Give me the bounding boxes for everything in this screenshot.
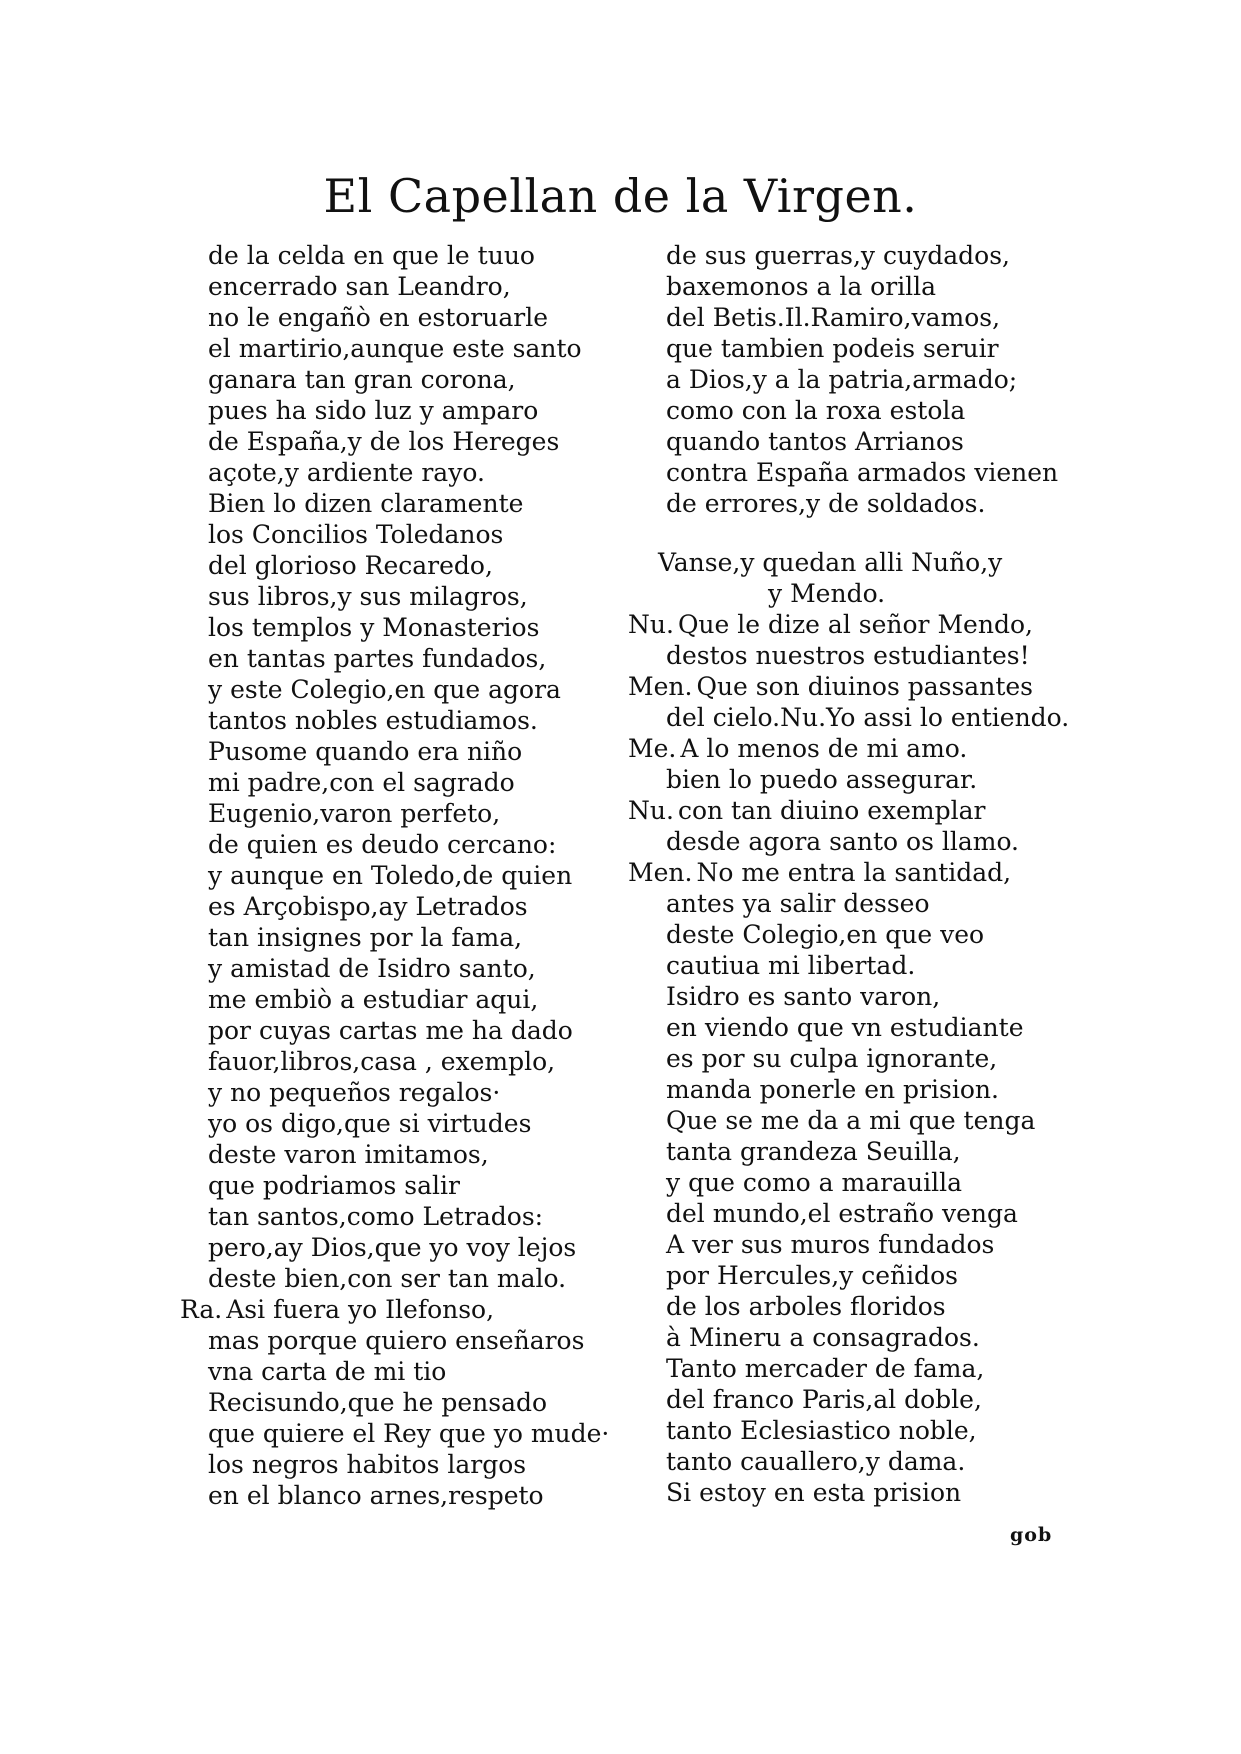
verse-text: desde agora santo os llamo. [666,827,1020,856]
verse-line [628,1353,1068,1384]
verse-text: los negros habitos largos [208,1450,527,1479]
verse-line [180,1046,640,1077]
verse-line [180,302,640,333]
verse-text: por cuyas cartas me ha dado [208,1016,573,1045]
catchword: gob [1010,1524,1053,1546]
verse-line [180,891,640,922]
verse-text: y que como a marauilla [666,1168,962,1197]
verse-line: del Betis.Il.Ramiro,vamos, [666,303,1001,332]
verse-line [628,1291,1068,1322]
verse-line [180,1170,640,1201]
verse-line [180,1356,640,1387]
verse-line [628,671,1068,702]
stage-direction: Vanse,y quedan alli Nuño,y [658,548,1003,577]
verse-line [180,271,640,302]
verse-line [628,1167,1068,1198]
verse-line [180,333,640,364]
verse-line [180,767,640,798]
verse-text: de España,y de los Hereges [208,427,560,456]
verse-line [180,984,640,1015]
verse-line [628,764,1068,795]
verse-line [180,488,640,519]
verse-line: a Dios,y a la patria,armado; [666,365,1018,394]
verse-text: sus libros,y sus milagros, [208,582,528,611]
verse-text: Recisundo,que he pensado [208,1388,548,1417]
verse-text: deste varon imitamos, [208,1140,489,1169]
verse-text: en tantas partes fundados, [208,644,547,673]
verse-text: à Mineru a consagrados. [666,1323,980,1352]
verse-line [628,888,1068,919]
left-column [180,240,640,1511]
verse-text: destos nuestros estudiantes! [666,641,1030,670]
verse-text: tanta grandeza Seuilla, [666,1137,961,1166]
verse-line [180,1108,640,1139]
speaker-label: Ra. [180,1295,223,1324]
verse-line [180,736,640,767]
verse-line [628,640,1068,671]
verse-text: por Hercules,y ceñidos [666,1261,959,1290]
verse-text: Eugenio,varon perfeto, [208,799,501,828]
verse-text: de los arboles floridos [666,1292,946,1321]
verse-line [180,1449,640,1480]
verse-line [628,1136,1068,1167]
verse-text: Que le dize al señor Mendo, [677,610,1033,639]
verse-line [628,826,1068,857]
verse-line [628,733,1068,764]
verse-line [628,857,1068,888]
verse-text: Asi fuera yo Ilefonso, [226,1295,495,1324]
verse-text: de la celda en que le tuuo [208,241,535,270]
verse-text: vna carta de mi tio [208,1357,447,1386]
verse-text: bien lo puedo assegurar. [666,765,978,794]
verse-text: tanto Eclesiastico noble, [666,1416,977,1445]
verse-line [180,1387,640,1418]
running-title: El Capellan de la Virgen. [323,169,918,223]
verse-line [628,1446,1068,1477]
verse-text: es por su culpa ignorante, [666,1044,998,1073]
verse-line: como con la roxa estola [666,396,966,425]
verse-text: mi padre,con el sagrado [208,768,515,797]
verse-text: ganara tan gran corona, [208,365,516,394]
verse-line: contra España armados vienen [666,458,1059,487]
verse-text: el martirio,aunque este santo [208,334,582,363]
verse-text: en viendo que vn estudiante [666,1013,1024,1042]
verse-line [628,1012,1068,1043]
verse-text: mas porque quiero enseñaros [208,1326,585,1355]
verse-text: açote,y ardiente rayo. [208,458,485,487]
verse-line [180,1325,640,1356]
verse-line [628,1415,1068,1446]
stage-direction: y Mendo. [768,579,886,608]
verse-text: Tanto mercader de fama, [666,1354,985,1383]
verse-text: los templos y Monasterios [208,613,540,642]
verse-text: y no pequeños regalos· [208,1078,501,1107]
verse-text: fauor,libros,casa , exemplo, [208,1047,556,1076]
verse-text: manda ponerle en prision. [666,1075,999,1104]
verse-line [180,829,640,860]
verse-text: tan insignes por la fama, [208,923,523,952]
verse-line [628,1105,1068,1136]
verse-line [180,612,640,643]
verse-text: no le engañò en estoruarle [208,303,549,332]
verse-text: tanto cauallero,y dama. [666,1447,966,1476]
speaker-label: Me. [628,734,677,763]
verse-text: Pusome quando era niño [208,737,523,766]
verse-text: Bien lo dizen claramente [208,489,524,518]
verse-text: yo os digo,que si virtudes [208,1109,532,1138]
verse-line [628,702,1068,733]
verse-text: y aunque en Toledo,de quien [208,861,573,890]
verse-text: que podriamos salir [208,1171,460,1200]
verse-line [180,798,640,829]
verse-text: Que son diuinos passantes [696,672,1033,701]
verse-line [180,1232,640,1263]
verse-text: pero,ay Dios,que yo voy lejos [208,1233,577,1262]
verse-text: y amistad de Isidro santo, [208,954,536,983]
verse-line [628,950,1068,981]
verse-line: que tambien podeis seruir [666,334,999,363]
speaker-label: Nu. [628,610,674,639]
verse-text: es Arçobispo,ay Letrados [208,892,528,921]
verse-line [180,860,640,891]
verse-line [628,1043,1068,1074]
verse-text: cautiua mi libertad. [666,951,916,980]
verse-text: del mundo,el estraño venga [666,1199,1018,1228]
verse-line [180,1480,640,1511]
verse-line [628,1074,1068,1105]
verse-line [180,705,640,736]
verse-line [628,609,1068,640]
verse-line [628,1198,1068,1229]
verse-text: del franco Paris,al doble, [666,1385,982,1414]
verse-line [628,795,1068,826]
verse-text: Isidro es santo varon, [666,982,941,1011]
verse-text: me embiò a estudiar aqui, [208,985,539,1014]
verse-line [180,426,640,457]
verse-line: quando tantos Arrianos [666,427,964,456]
verse-line [628,1260,1068,1291]
verse-text: No me entra la santidad, [696,858,1012,887]
verse-line [628,981,1068,1012]
verse-line: de errores,y de soldados. [666,489,986,518]
verse-text: pues ha sido luz y amparo [208,396,539,425]
stanza-gap [628,519,1068,547]
verse-line [180,395,640,426]
verse-text: Si estoy en esta prision [666,1478,962,1507]
verse-line [180,364,640,395]
verse-text: en el blanco arnes,respeto [208,1481,544,1510]
verse-text: tan santos,como Letrados: [208,1202,544,1231]
verse-line [180,674,640,705]
verse-line [180,922,640,953]
speaker-label: Men. [628,858,693,887]
speaker-label: Nu. [628,796,674,825]
verse-text: del cielo.Nu.Yo assi lo entiendo. [666,703,1070,732]
verse-text: deste bien,con ser tan malo. [208,1264,567,1293]
verse-line [180,240,640,271]
verse-line [180,1015,640,1046]
verse-line [180,1201,640,1232]
verse-line [180,457,640,488]
verse-line [180,519,640,550]
verse-line [180,643,640,674]
verse-text: deste Colegio,en que veo [666,920,985,949]
verse-line [628,1229,1068,1260]
verse-line [180,1077,640,1108]
verse-text: encerrado san Leandro, [208,272,511,301]
verse-text: del glorioso Recaredo, [208,551,493,580]
verse-line: de sus guerras,y cuydados, [666,241,1010,270]
verse-line: baxemonos a la orilla [666,272,937,301]
verse-line [628,1477,1068,1508]
speaker-label: Men. [628,672,693,701]
verse-line [180,550,640,581]
verse-line [180,1139,640,1170]
right-column [628,240,1068,1508]
verse-text: A lo menos de mi amo. [680,734,968,763]
verse-line [180,1263,640,1294]
verse-text: Que se me da a mi que tenga [666,1106,1036,1135]
verse-text: A ver sus muros fundados [666,1230,995,1259]
verse-line [180,953,640,984]
verse-line [628,919,1068,950]
verse-text: tantos nobles estudiamos. [208,706,538,735]
verse-text: que quiere el Rey que yo mude· [208,1419,610,1448]
verse-line [180,581,640,612]
verse-line [180,1294,640,1325]
verse-line [628,1322,1068,1353]
verse-text: de quien es deudo cercano: [208,830,557,859]
verse-text: y este Colegio,en que agora [208,675,561,704]
verse-line [180,1418,640,1449]
verse-line [628,1384,1068,1415]
verse-text: los Concilios Toledanos [208,520,504,549]
verse-text: con tan diuino exemplar [677,796,986,825]
verse-text: antes ya salir desseo [666,889,930,918]
